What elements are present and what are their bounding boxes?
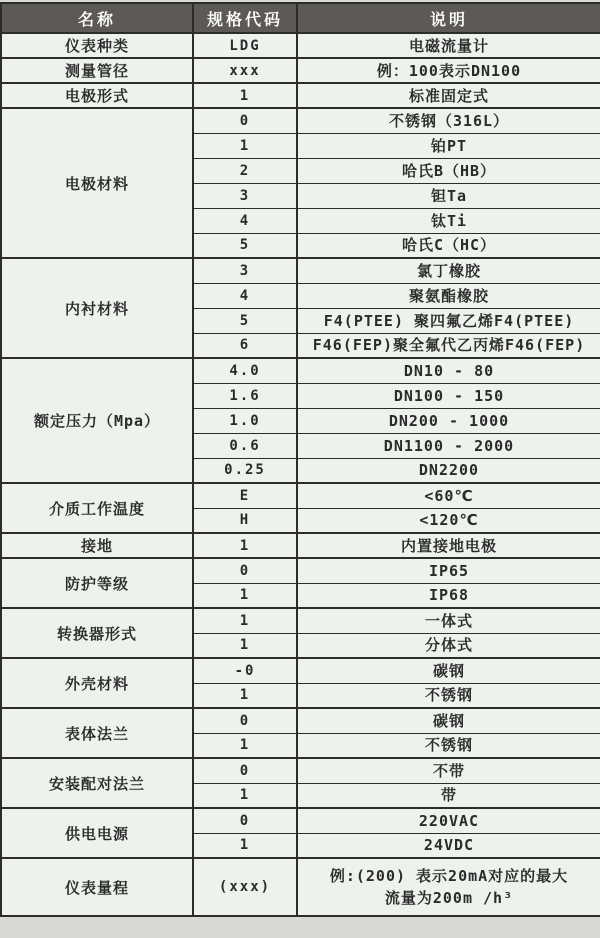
code-cell: LDG [193,33,297,58]
desc-cell: IP65 [297,558,600,583]
group-name-cell: 表体法兰 [1,708,193,758]
desc-cell: 钛Ti [297,208,600,233]
desc-cell: DN10 - 80 [297,358,600,383]
desc-cell: DN2200 [297,458,600,483]
code-cell: 0.25 [193,458,297,483]
code-cell: 0 [193,558,297,583]
code-cell: 1 [193,833,297,858]
group-name-cell: 供电电源 [1,808,193,858]
code-cell: 4 [193,208,297,233]
table-row [1,858,600,916]
table-body [1,33,600,916]
code-cell: 1 [193,683,297,708]
code-cell: 1 [193,533,297,558]
table-row [1,758,600,783]
table-row [1,358,600,383]
desc-cell: 氯丁橡胶 [297,258,600,283]
table-row [1,58,600,83]
code-cell: -0 [193,658,297,683]
header-cell-code: 规格代码 [193,3,297,33]
group-name-cell: 额定压力（Mpa） [1,358,193,483]
table-row [1,258,600,283]
group-name-cell: 安装配对法兰 [1,758,193,808]
desc-cell: 碳钢 [297,658,600,683]
code-cell: 6 [193,333,297,358]
code-cell: 1 [193,733,297,758]
group-name-cell: 内衬材料 [1,258,193,358]
desc-cell: 一体式 [297,608,600,633]
desc-cell: 电磁流量计 [297,33,600,58]
code-cell: H [193,508,297,533]
code-cell: 0 [193,808,297,833]
desc-cell: 带 [297,783,600,808]
desc-cell: 不锈钢（316L） [297,108,600,133]
desc-cell: 分体式 [297,633,600,658]
desc-cell: <120℃ [297,508,600,533]
desc-cell: 碳钢 [297,708,600,733]
code-cell: 1 [193,133,297,158]
code-cell: 5 [193,233,297,258]
desc-cell: 例:(200) 表示20mA对应的最大 流量为200m /h³ [297,858,600,916]
desc-cell: 铂PT [297,133,600,158]
table-row [1,558,600,583]
code-cell: 4 [193,283,297,308]
desc-cell: 24VDC [297,833,600,858]
code-cell: (xxx) [193,858,297,916]
desc-cell: <60℃ [297,483,600,508]
group-name-cell: 介质工作温度 [1,483,193,533]
table-row [1,83,600,108]
group-name-cell: 转换器形式 [1,608,193,658]
header-cell-desc: 说明 [297,3,600,33]
desc-cell: 例：100表示DN100 [297,58,600,83]
desc-cell: F4(PTEE) 聚四氟乙烯F4(PTEE) [297,308,600,333]
group-name-cell: 防护等级 [1,558,193,608]
code-cell: 1.0 [193,408,297,433]
desc-cell: 220VAC [297,808,600,833]
table-row [1,533,600,558]
code-cell: 0.6 [193,433,297,458]
code-cell: 2 [193,158,297,183]
header-cell-name: 名称 [1,3,193,33]
code-cell: 1 [193,83,297,108]
table-row [1,483,600,508]
table-row [1,808,600,833]
code-cell: xxx [193,58,297,83]
table-row [1,608,600,633]
desc-cell: DN100 - 150 [297,383,600,408]
desc-cell: F46(FEP)聚全氟代乙丙烯F46(FEP) [297,333,600,358]
group-name-cell: 仪表量程 [1,858,193,916]
code-cell: 3 [193,183,297,208]
table-row [1,33,600,58]
desc-cell: DN1100 - 2000 [297,433,600,458]
desc-cell: IP68 [297,583,600,608]
code-cell: 0 [193,708,297,733]
desc-cell: 不锈钢 [297,683,600,708]
code-cell: 3 [193,258,297,283]
group-name-cell: 电极材料 [1,108,193,258]
table-row [1,108,600,133]
table-row [1,658,600,683]
desc-cell: DN200 - 1000 [297,408,600,433]
desc-cell: 哈氏B（HB） [297,158,600,183]
desc-cell: 哈氏C（HC） [297,233,600,258]
code-cell: 4.0 [193,358,297,383]
code-cell: 1.6 [193,383,297,408]
header-row [1,3,600,33]
code-cell: 1 [193,608,297,633]
group-name-cell: 外壳材料 [1,658,193,708]
code-cell: 1 [193,783,297,808]
desc-cell: 不锈钢 [297,733,600,758]
table-row [1,708,600,733]
group-name-cell: 接地 [1,533,193,558]
code-cell: 1 [193,583,297,608]
group-name-cell: 电极形式 [1,83,193,108]
code-cell: 5 [193,308,297,333]
spec-table [0,2,600,917]
code-cell: 1 [193,633,297,658]
group-name-cell: 仪表种类 [1,33,193,58]
code-cell: 0 [193,108,297,133]
desc-cell: 内置接地电极 [297,533,600,558]
desc-cell: 标准固定式 [297,83,600,108]
group-name-cell: 测量管径 [1,58,193,83]
desc-cell: 聚氨酯橡胶 [297,283,600,308]
desc-cell: 不带 [297,758,600,783]
code-cell: E [193,483,297,508]
code-cell: 0 [193,758,297,783]
desc-cell: 钽Ta [297,183,600,208]
